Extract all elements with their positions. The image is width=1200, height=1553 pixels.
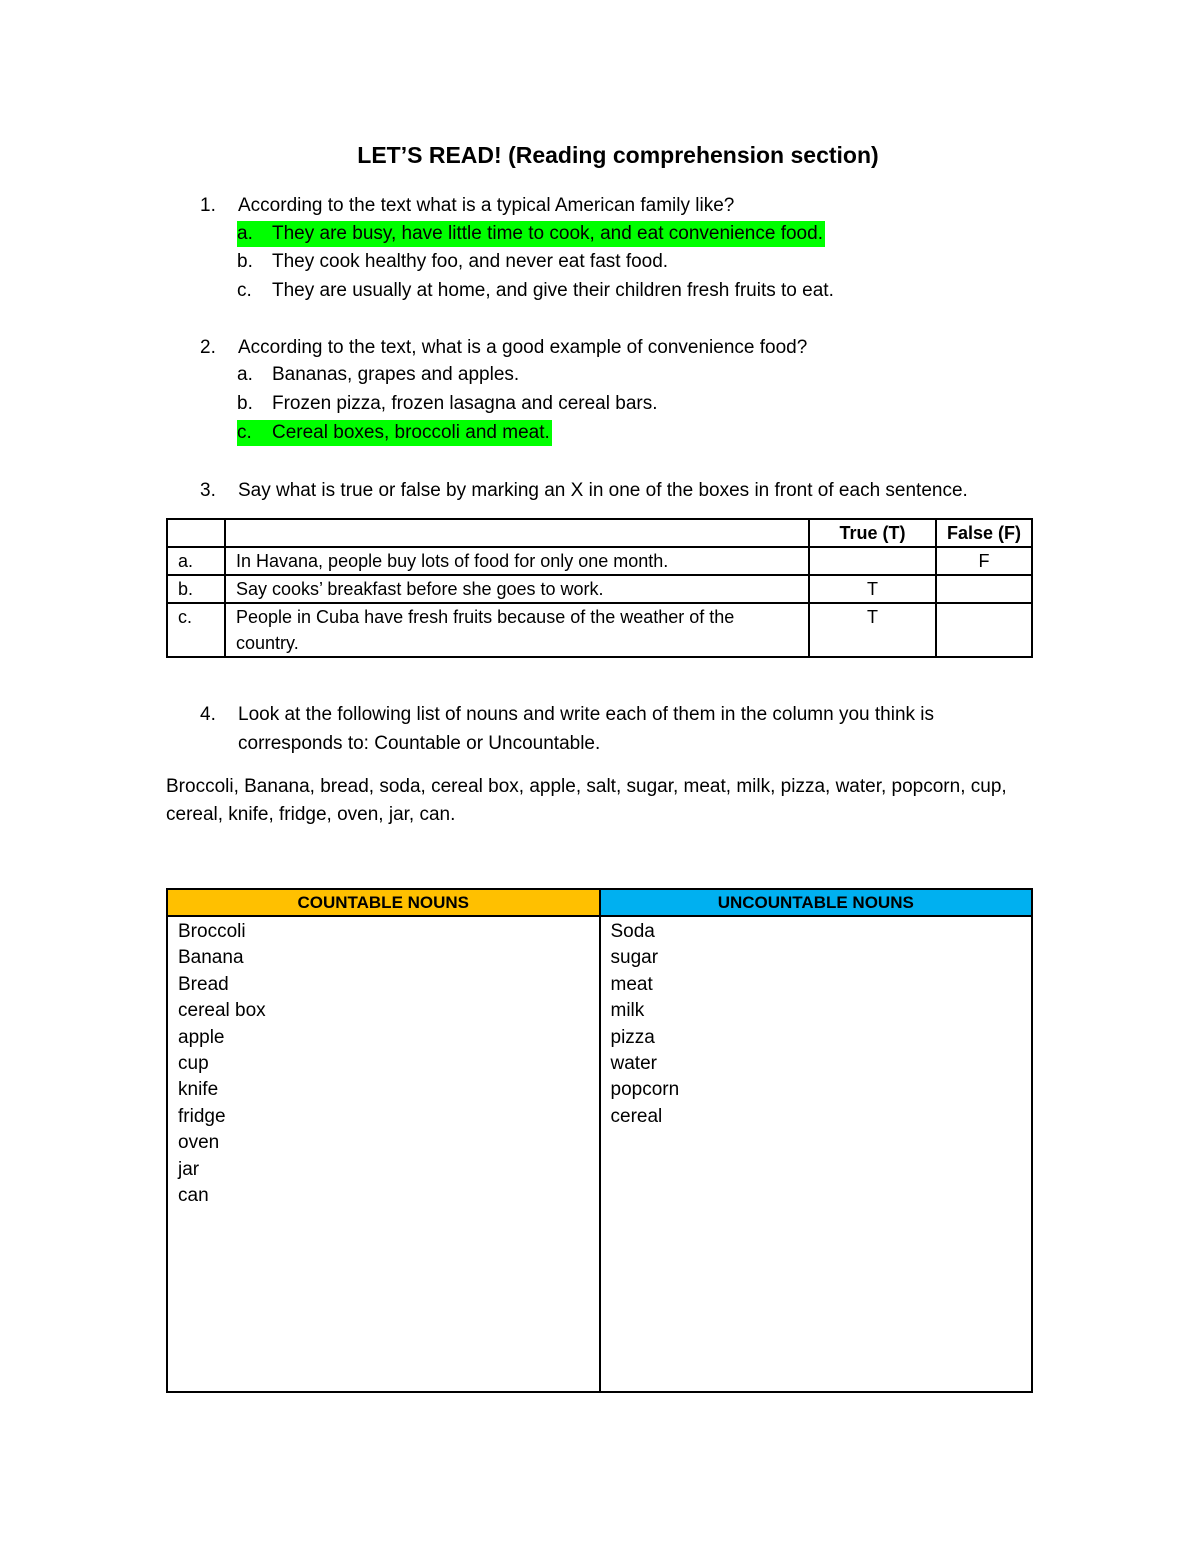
countable-noun: jar xyxy=(178,1158,200,1180)
option-letter: b. xyxy=(237,393,253,414)
option-text: They cook healthy foo, and never eat fast food. xyxy=(272,251,669,272)
countable-noun: apple xyxy=(178,1026,225,1048)
answer-option-2b xyxy=(237,391,660,417)
option-text: They are busy, have little time to cook, and eat convenience food. xyxy=(272,223,823,244)
true-cell: T xyxy=(809,603,936,657)
row-letter: b. xyxy=(167,575,225,603)
countable-noun: fridge xyxy=(178,1105,226,1127)
option-letter: b. xyxy=(237,251,253,272)
row-sentence: People in Cuba have fresh fruits because of the weather of the country. xyxy=(225,603,809,657)
uncountable-noun: popcorn xyxy=(610,1079,680,1101)
uncountable-noun: pizza xyxy=(610,1026,655,1048)
countable-noun: cereal box xyxy=(178,1000,266,1022)
uncountable-noun: water xyxy=(610,1053,657,1075)
uncountable-noun: meat xyxy=(610,973,653,995)
option-text: Bananas, grapes and apples. xyxy=(272,364,520,385)
question-number: 2. xyxy=(200,337,216,358)
nouns-list: Broccoli, Banana, bread, soda, cereal box, apple, salt, sugar, meat, milk, pizza, water, popcorn, cup, cereal, knife, fridge, oven, jar, can. xyxy=(166,776,1007,825)
table-header-false: False (F) xyxy=(936,519,1032,547)
countable-noun: can xyxy=(178,1185,209,1207)
row-letter: a. xyxy=(167,547,225,575)
countable-column xyxy=(167,916,600,1392)
uncountable-noun: cereal xyxy=(610,1105,663,1127)
question-text: According to the text what is a typical American family like? xyxy=(238,195,735,216)
countable-noun: knife xyxy=(178,1079,219,1101)
question-number: 4. xyxy=(200,704,216,725)
table-header-cell xyxy=(225,519,809,547)
false-cell xyxy=(936,575,1032,603)
answer-option-2a xyxy=(237,362,521,388)
countable-header: COUNTABLE NOUNS xyxy=(167,889,600,916)
answer-option-2c xyxy=(237,420,552,446)
countable-noun: Bread xyxy=(178,973,229,995)
table-row xyxy=(167,575,1032,603)
countable-noun: Broccoli xyxy=(178,921,246,942)
false-cell: F xyxy=(936,547,1032,575)
table-row xyxy=(167,547,1032,575)
row-sentence: Say cooks’ breakfast before she goes to work. xyxy=(225,575,809,603)
page-title: LET’S READ! (Reading comprehension section) xyxy=(357,142,879,168)
question-number: 1. xyxy=(200,195,216,216)
table-row xyxy=(167,603,1032,657)
countable-noun: Banana xyxy=(178,947,244,969)
uncountable-noun: Soda xyxy=(610,921,655,942)
uncountable-noun: milk xyxy=(610,1000,645,1022)
uncountable-header: UNCOUNTABLE NOUNS xyxy=(600,889,1033,916)
true-cell: T xyxy=(809,575,936,603)
question-text: Look at the following list of nouns and write each of them in the column you think is corresponds to: Countable or Uncountable. xyxy=(238,704,935,754)
countable-noun: oven xyxy=(178,1132,220,1154)
true-false-table xyxy=(166,518,1033,658)
answer-option-1c xyxy=(237,278,836,304)
true-cell xyxy=(809,547,936,575)
question-number: 3. xyxy=(200,480,216,501)
option-letter: a. xyxy=(237,364,253,385)
answer-option-1b xyxy=(237,249,670,275)
countable-noun: cup xyxy=(178,1053,209,1075)
table-header-row xyxy=(167,889,1032,916)
option-text: Frozen pizza, frozen lasagna and cereal bars. xyxy=(272,393,658,414)
false-cell xyxy=(936,603,1032,657)
table-row xyxy=(167,916,1032,1392)
countable-uncountable-table xyxy=(166,888,1033,1393)
uncountable-column xyxy=(600,916,1033,1392)
answer-option-1a xyxy=(237,221,825,247)
row-letter: c. xyxy=(167,603,225,657)
question-text: According to the text, what is a good example of convenience food? xyxy=(238,337,808,358)
row-sentence: In Havana, people buy lots of food for only one month. xyxy=(225,547,809,575)
option-text: They are usually at home, and give their children fresh fruits to eat. xyxy=(272,280,834,301)
question-text: Say what is true or false by marking an X in one of the boxes in front of each sentence. xyxy=(238,480,968,501)
uncountable-noun: sugar xyxy=(610,947,659,969)
table-header-true: True (T) xyxy=(809,519,936,547)
option-text: Cereal boxes, broccoli and meat. xyxy=(272,422,550,443)
option-letter: c. xyxy=(237,280,252,301)
option-letter: c. xyxy=(237,422,252,443)
option-letter: a. xyxy=(237,223,253,244)
table-header-cell xyxy=(167,519,225,547)
table-header-row xyxy=(167,519,1032,547)
